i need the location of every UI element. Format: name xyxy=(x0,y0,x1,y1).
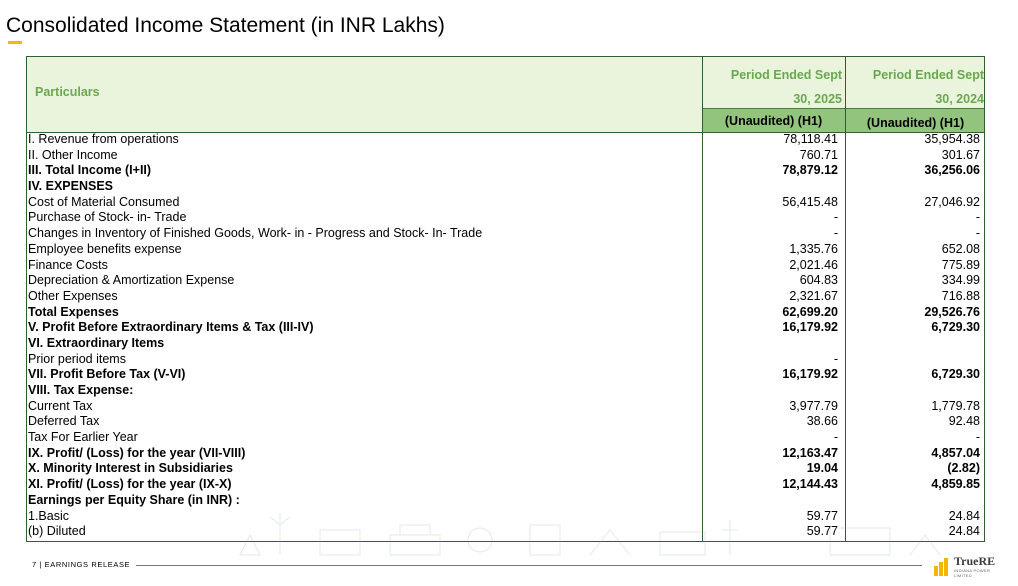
row-value-2024: 24.84 xyxy=(948,508,980,523)
row-value-2025: 12,163.47 xyxy=(782,445,838,460)
header-period-2024 xyxy=(845,57,985,111)
row-value-2025: 62,699.20 xyxy=(782,304,838,319)
row-label: II. Other Income xyxy=(28,147,118,162)
row-value-2024: 716.88 xyxy=(941,288,980,303)
row-value-2025: 56,415.48 xyxy=(782,194,838,209)
row-label: Total Expenses xyxy=(28,304,119,319)
table-row xyxy=(27,163,984,179)
footer-page-label: 7 | EARNINGS RELEASE xyxy=(32,560,131,569)
header-particulars: Particulars xyxy=(35,85,100,99)
header-period-2024-line1: Period Ended Sept xyxy=(872,68,984,82)
row-label: Purchase of Stock- in- Trade xyxy=(28,210,187,225)
table-row xyxy=(27,414,984,430)
row-label: 1.Basic xyxy=(28,508,69,523)
table-row xyxy=(27,242,984,258)
row-value-2024: 6,729.30 xyxy=(931,320,980,335)
row-label: Employee benefits expense xyxy=(28,241,182,256)
table-row xyxy=(27,320,984,336)
row-value-2024: 29,526.76 xyxy=(924,304,980,319)
row-label: Deferred Tax xyxy=(28,414,100,429)
row-label: Finance Costs xyxy=(28,257,108,272)
truere-logo xyxy=(934,552,1004,576)
row-label: IX. Profit/ (Loss) for the year (VII-VIII) xyxy=(28,445,246,460)
row-value-2024: 301.67 xyxy=(941,147,980,162)
row-value-2025: - xyxy=(833,210,838,225)
row-value-2024: 92.48 xyxy=(948,414,980,429)
row-value-2025: - xyxy=(833,430,838,445)
row-value-2024: 35,954.38 xyxy=(924,132,980,146)
row-value-2024: 4,857.04 xyxy=(931,445,980,460)
table-row xyxy=(27,383,984,399)
background-illustration xyxy=(230,470,990,560)
row-value-2024: 334.99 xyxy=(941,273,980,288)
row-value-2025: 760.71 xyxy=(799,147,838,162)
row-label: X. Minority Interest in Subsidiaries xyxy=(28,461,233,476)
row-label: Depreciation & Amortization Expense xyxy=(28,273,235,288)
row-value-2025: 2,021.46 xyxy=(789,257,838,272)
header-period-2025-line2: 30, 2025 xyxy=(793,92,842,106)
row-label: XI. Profit/ (Loss) for the year (IX-X) xyxy=(28,477,232,492)
row-label: VIII. Tax Expense: xyxy=(28,383,134,397)
row-value-2025: - xyxy=(833,351,838,366)
table-row xyxy=(27,399,984,415)
table-row xyxy=(27,226,984,242)
header-period-2025-line1: Period Ended Sept xyxy=(730,68,842,82)
row-value-2024: 36,256.06 xyxy=(924,163,980,178)
table-row xyxy=(27,305,984,321)
row-value-2025: 19.04 xyxy=(806,461,838,476)
row-value-2024: 24.84 xyxy=(948,524,980,539)
row-value-2024: - xyxy=(975,430,980,445)
row-value-2025: 604.83 xyxy=(799,273,838,288)
row-label: Cost of Material Consumed xyxy=(28,194,180,209)
row-value-2025: 3,977.79 xyxy=(789,398,838,413)
row-value-2025: 59.77 xyxy=(806,524,838,539)
logo-text: TrueRE xyxy=(954,554,996,568)
row-value-2024: 1,779.78 xyxy=(931,398,980,413)
row-label: (b) Diluted xyxy=(28,524,86,539)
row-value-2025: 16,179.92 xyxy=(782,320,838,335)
row-value-2024: 6,729.30 xyxy=(931,367,980,382)
row-label: Tax For Earlier Year xyxy=(28,430,138,445)
header-period-2024-line2: 30, 2024 xyxy=(935,92,984,106)
table-row xyxy=(27,446,984,462)
row-label: Prior period items xyxy=(28,351,126,366)
row-value-2025: 38.66 xyxy=(806,414,838,429)
row-label: Earnings per Equity Share (in INR) : xyxy=(28,492,240,507)
row-value-2025: 78,118.41 xyxy=(783,132,838,146)
row-value-2025: 12,144.43 xyxy=(782,477,838,492)
table-row xyxy=(27,148,984,164)
row-label: VI. Extraordinary Items xyxy=(28,335,165,350)
row-value-2025: 16,179.92 xyxy=(782,367,838,382)
table-row xyxy=(27,367,984,383)
row-label: III. Total Income (I+II) xyxy=(28,163,152,178)
table-row xyxy=(27,273,984,289)
table-row xyxy=(27,258,984,274)
row-value-2024: 27,046.92 xyxy=(924,194,980,209)
row-value-2024: 4,859.85 xyxy=(931,477,980,492)
subheader-2024: (Unaudited) (H1) xyxy=(845,108,985,132)
table-row xyxy=(27,195,984,211)
table-row xyxy=(27,336,984,352)
row-value-2025: 2,321.67 xyxy=(789,288,838,303)
logo-subtext: INDIANA POWER LIMITED xyxy=(954,568,991,578)
page-title: Consolidated Income Statement (in INR Lakhs) xyxy=(6,14,445,37)
footer-divider xyxy=(136,565,922,566)
row-label: Changes in Inventory of Finished Goods, Work- in - Progress and Stock- In- Trade xyxy=(28,226,483,241)
row-value-2024: 652.08 xyxy=(941,241,980,256)
table-row xyxy=(27,210,984,226)
row-label: I. Revenue from operations xyxy=(28,132,179,146)
row-value-2024: - xyxy=(975,210,980,225)
row-value-2025: 1,335.76 xyxy=(789,241,838,256)
row-value-2025: - xyxy=(833,226,838,241)
row-value-2025: 78,879.12 xyxy=(782,163,838,178)
row-label: V. Profit Before Extraordinary Items & Tax (III-IV) xyxy=(28,320,314,335)
row-value-2024: (2.82) xyxy=(947,461,980,476)
table-row xyxy=(27,179,984,195)
row-value-2025: 59.77 xyxy=(806,508,838,523)
table-row xyxy=(27,352,984,368)
header-period-2025 xyxy=(702,57,844,111)
row-label: Current Tax xyxy=(28,398,93,413)
subheader-2025: (Unaudited) (H1) xyxy=(702,108,845,132)
row-value-2024: - xyxy=(975,226,980,241)
table-row xyxy=(27,430,984,446)
row-label: Other Expenses xyxy=(28,288,118,303)
row-value-2024: 775.89 xyxy=(941,257,980,272)
title-accent-bar xyxy=(8,41,22,44)
table-row xyxy=(27,289,984,305)
row-label: VII. Profit Before Tax (V-VI) xyxy=(28,367,186,382)
row-label: IV. EXPENSES xyxy=(28,179,113,194)
table-row xyxy=(27,132,984,148)
